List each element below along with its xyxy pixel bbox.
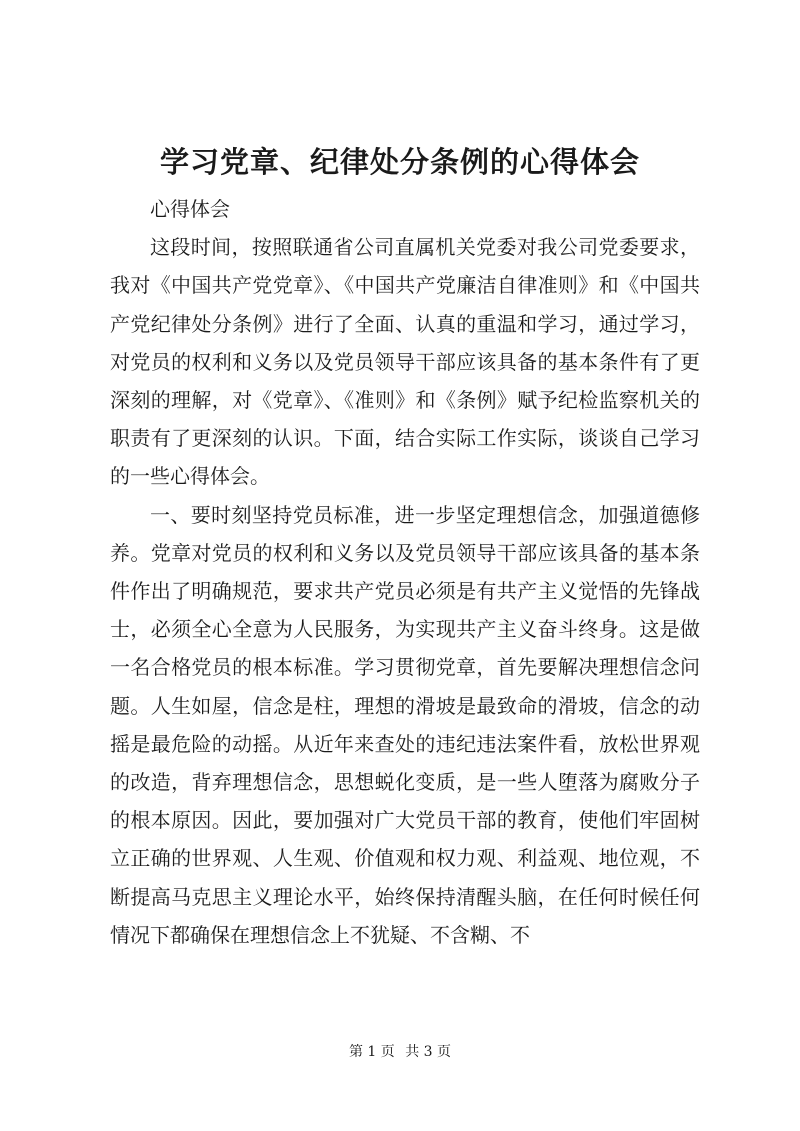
- document-body: [110, 190, 700, 954]
- paragraph-heading: 心得体会: [150, 197, 230, 221]
- page-total: 共 3 页: [405, 1044, 452, 1060]
- page-number: 第 1 页: [348, 1044, 395, 1060]
- page-footer: [0, 1042, 800, 1062]
- document-title: 学习党章、纪律处分条例的心得体会: [159, 145, 640, 179]
- paragraph-section-one: 一、要时刻坚持党员标准，进一步坚定理想信念，加强道德修养。党章对党员的权利和义务以及党员领导干部应该具备的基本条件作出了明确规范，要求共产党员必须是有共产主义觉悟的先锋战士，必须全心全意为人民服务，为实现共产主义奋斗终身。这是做一名合格党员的根本标准。学习贯彻党章，首先要解决理想信念问题。人生如屋，信念是柱，理想的滑坡是最致命的滑坡，信念的动摇是最危险的动摇。从近年来查处的违纪违法案件看，放松世界观的改造，背弃理想信念，思想蜕化变质，是一些人堕落为腐败分子的根本原因。因此，要加强对广大党员干部的教育，使他们牢固树立正确的世界观、人生观、价值观和权力观、利益观、地位观，不断提高马克思主义理论水平，始终保持清醒头脑，在任何时候任何情况下都确保在理想信念上不犹疑、不含糊、不: [110, 502, 700, 947]
- paragraph-intro: 这段时间，按照联通省公司直属机关党委对我公司党委要求，我对《中国共产党党章》、《中国共产党廉洁自律准则》和《中国共产党纪律处分条例》进行了全面、认真的重温和学习，通过学习，对党员的权利和义务以及党员领导干部应该具备的基本条件有了更深刻的理解，对《党章》、《准则》和《条例》赋予纪检监察机关的职责有了更深刻的认识。下面，结合实际工作实际，谈谈自己学习的一些心得体会。: [110, 235, 700, 489]
